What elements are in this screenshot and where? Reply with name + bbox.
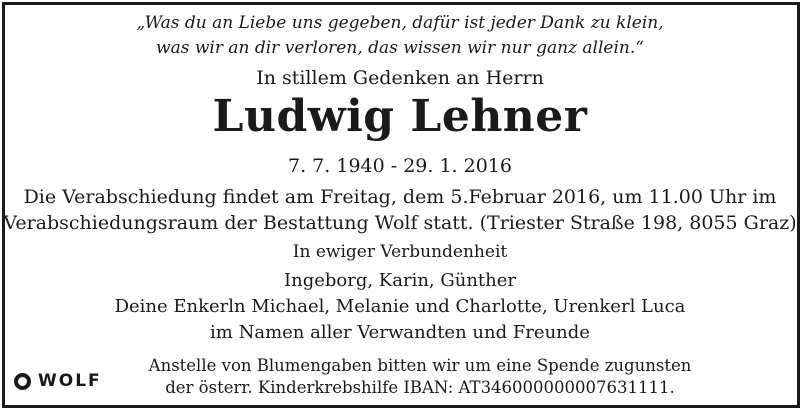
donation-line-1: Anstelle von Blumengaben bitten wir um eine Spende zugunsten <box>148 356 692 375</box>
family-line-3: im Namen aller Verwandten und Freunde <box>210 322 590 343</box>
closing-text: In ewiger Verbundenheit <box>292 242 508 262</box>
ring-icon <box>14 373 31 390</box>
life-dates: 7. 7. 1940 - 29. 1. 2016 <box>288 155 512 177</box>
farewell-line-1: Die Verabschiedung findet am Freitag, dem 5.Februar 2016, um 11.00 Uhr im <box>23 186 777 208</box>
quote-line-1: „Was du an Liebe uns gegeben, dafür ist jeder Dank zu klein, <box>136 13 664 33</box>
family-line-2: Deine Enkerln Michael, Melanie und Charlotte, Urenkerl Luca <box>114 296 686 317</box>
family-line-1: Ingeborg, Karin, Günther <box>283 270 517 291</box>
wolf-logo <box>14 371 102 391</box>
logo-text: WOLF <box>38 371 102 391</box>
intro-text: In stillem Gedenken an Herrn <box>256 67 544 89</box>
farewell-line-2: Verabschiedungsraum der Bestattung Wolf statt. (Triester Straße 198, 8055 Graz) <box>3 212 797 234</box>
quote-line-2: was wir an dir verloren, das wissen wir nur ganz allein.“ <box>156 38 644 58</box>
donation-line-2: der österr. Kinderkrebshilfe IBAN: AT346000000007631111. <box>165 378 675 397</box>
deceased-name: Ludwig Lehner <box>212 91 588 142</box>
